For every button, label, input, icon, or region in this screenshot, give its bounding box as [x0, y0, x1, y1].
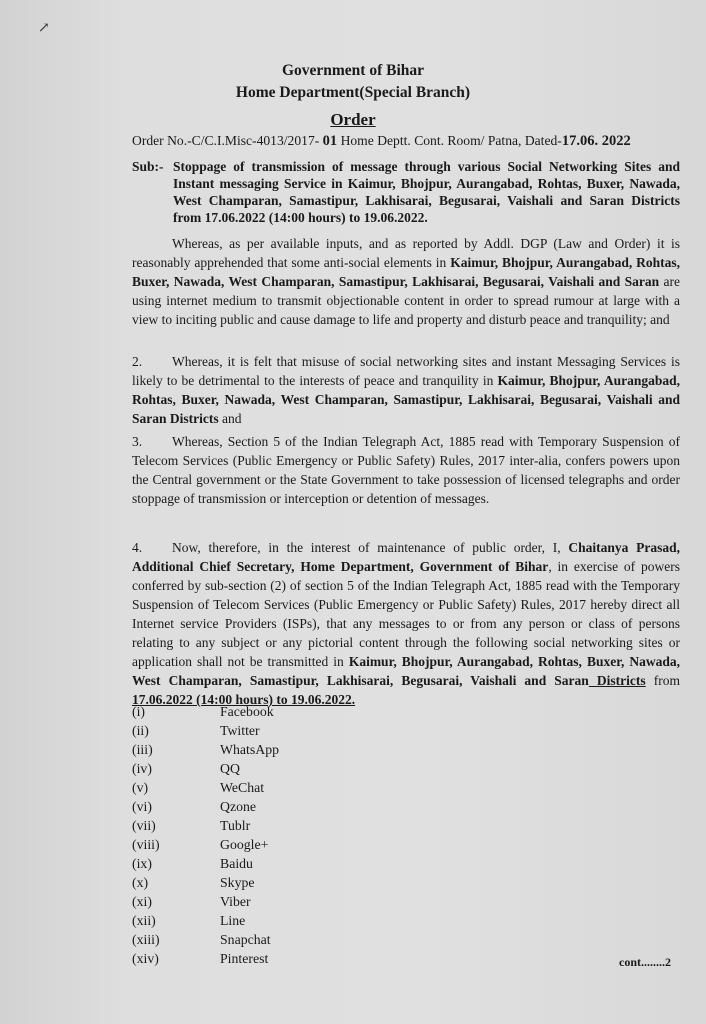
- p4-authority: Chaitanya Prasad, Additional Chief Secretary, Home Department, Government of Bihar: [132, 540, 681, 574]
- list-item-number: (xiii): [132, 932, 160, 947]
- p4-date-range: 17.06.2022 (14:00 hours) to 19.06.2022.: [132, 692, 356, 707]
- list-item-app-name: WhatsApp: [220, 742, 280, 757]
- list-item-app-name: Viber: [220, 894, 251, 909]
- subject-label: Sub:-: [132, 159, 164, 174]
- paragraph-1: [132, 234, 680, 329]
- list-item-number: (ii): [132, 723, 149, 738]
- ref-date: 17.06. 2022: [561, 133, 631, 149]
- p3-number: 3.: [132, 434, 143, 449]
- p1-text-1: Whereas, as per available inputs, and as reported by Addl. DGP (Law and Order) it is reasonably apprehended that some anti-social elements in: [132, 236, 680, 270]
- p2-text-1: Whereas, it is felt that misuse of social networking sites and instant Messaging Services is likely to be detrimental to the interests of peace and tranquility in: [132, 354, 680, 388]
- p4-text-3: from: [645, 673, 680, 688]
- p3-text: Whereas, Section 5 of the Indian Telegraph Act, 1885 read with Temporary Suspension of Telecom Services (Public Emergency or Public Safety) Rules, 2017 inter-alia, confers powers upon the Central government or the State Government to take possession of licensed telegraphs and order stoppage of transmission or interception or detention of messages.: [132, 434, 680, 506]
- ref-part2: Home Deptt. Cont. Room/ Patna, Dated-: [337, 133, 562, 148]
- list-item-app-name: Twitter: [220, 723, 260, 738]
- scan-mark: ↗: [38, 21, 50, 36]
- list-item-number: (xiv): [132, 951, 159, 966]
- list-item-number: (vii): [132, 818, 156, 833]
- list-item-number: (viii): [132, 837, 160, 852]
- paragraph-4: [132, 538, 680, 709]
- p1-districts: Kaimur, Bhojpur, Aurangabad, Rohtas, Buxer, Nawada, West Champaran, Samastipur, Lakhisarai, Begusarai, Vaishali and Saran: [132, 255, 680, 289]
- list-item-number: (xii): [132, 913, 156, 928]
- list-item-number: (iii): [132, 742, 153, 757]
- p4-text-2: , in exercise of powers conferred by sub-section (2) of section 5 of the Indian Telegraph Act, 1885 read with the Temporary Suspension of Telecom Services (Public Emergency or Public Safety) Rules, 2017 hereby direct all Internet service Providers (ISPs), that any messages to or from any person or class of persons relating to any subject or any pictorial content through the following social networking sites or application shall not be transmitted in: [132, 559, 680, 669]
- list-item-number: (v): [132, 780, 149, 795]
- list-item-app-name: Tublr: [220, 818, 251, 833]
- order-title: Order: [330, 110, 376, 129]
- paragraph-2: [132, 352, 680, 428]
- header-department: Home Department(Special Branch): [235, 84, 471, 101]
- list-item-app-name: WeChat: [220, 780, 265, 795]
- list-item-number: (ix): [132, 856, 152, 871]
- subject-block: [132, 158, 680, 226]
- order-reference: [132, 133, 631, 150]
- list-item-app-name: Snapchat: [220, 932, 271, 947]
- list-item-app-name: Baidu: [220, 856, 253, 871]
- p2-text-2: and: [218, 411, 242, 426]
- list-item-app-name: Line: [220, 913, 246, 928]
- p2-districts: Kaimur, Bhojpur, Aurangabad, Rohtas, Buxer, Nawada, West Champaran, Samastipur, Lakhisarai, Begusarai, Vaishali and Saran Districts: [132, 373, 680, 426]
- list-item-app-name: QQ: [220, 761, 240, 776]
- p4-number: 4.: [132, 540, 143, 555]
- subject-text: Stoppage of transmission of message through various Social Networking Sites and Instant messaging Service in Kaimur, Bhojpur, Aurangabad, Rohtas, Buxer, Nawada, West Champaran, Samastipur, Lakhisarai, Begusarai, Vaishali and Saran Districts from 17.06.2022 (14:00 hours) to 19.06.2022.: [173, 159, 680, 225]
- p4-districts: Kaimur, Bhojpur, Aurangabad, Rohtas, Buxer, Nawada, West Champaran, Samastipur, Lakhisarai, Begusarai, Vaishali and Saran: [132, 654, 680, 688]
- list-item-app-name: Google+: [220, 837, 269, 852]
- p4-districts-word: Districts: [588, 673, 646, 688]
- list-item-number: (vi): [132, 799, 152, 814]
- list-item-number: (xi): [132, 894, 152, 909]
- p2-number: 2.: [132, 354, 143, 369]
- list-item-app-name: Qzone: [220, 799, 257, 814]
- ref-number: 01: [322, 133, 338, 149]
- paragraph-3: [132, 432, 680, 508]
- list-item-number: (i): [132, 704, 146, 719]
- header-government: Government of Bihar: [281, 62, 425, 79]
- list-item-app-name: Pinterest: [220, 951, 269, 966]
- list-item-app-name: Facebook: [220, 704, 274, 719]
- list-item-number: (iv): [132, 761, 152, 776]
- p4-text-1: Now, therefore, in the interest of maintenance of public order, I,: [172, 540, 569, 555]
- ref-part1: Order No.-C/C.I.Misc-4013/2017-: [132, 133, 323, 148]
- list-item-app-name: Skype: [220, 875, 255, 890]
- p1-text-2: are using internet medium to transmit objectionable content in order to spread rumour at large with a view to inciting public and cause damage to life and property and disturb peace and tranquility; and: [132, 274, 680, 327]
- list-item-number: (x): [132, 875, 149, 890]
- continuation-note: cont........2: [619, 955, 671, 969]
